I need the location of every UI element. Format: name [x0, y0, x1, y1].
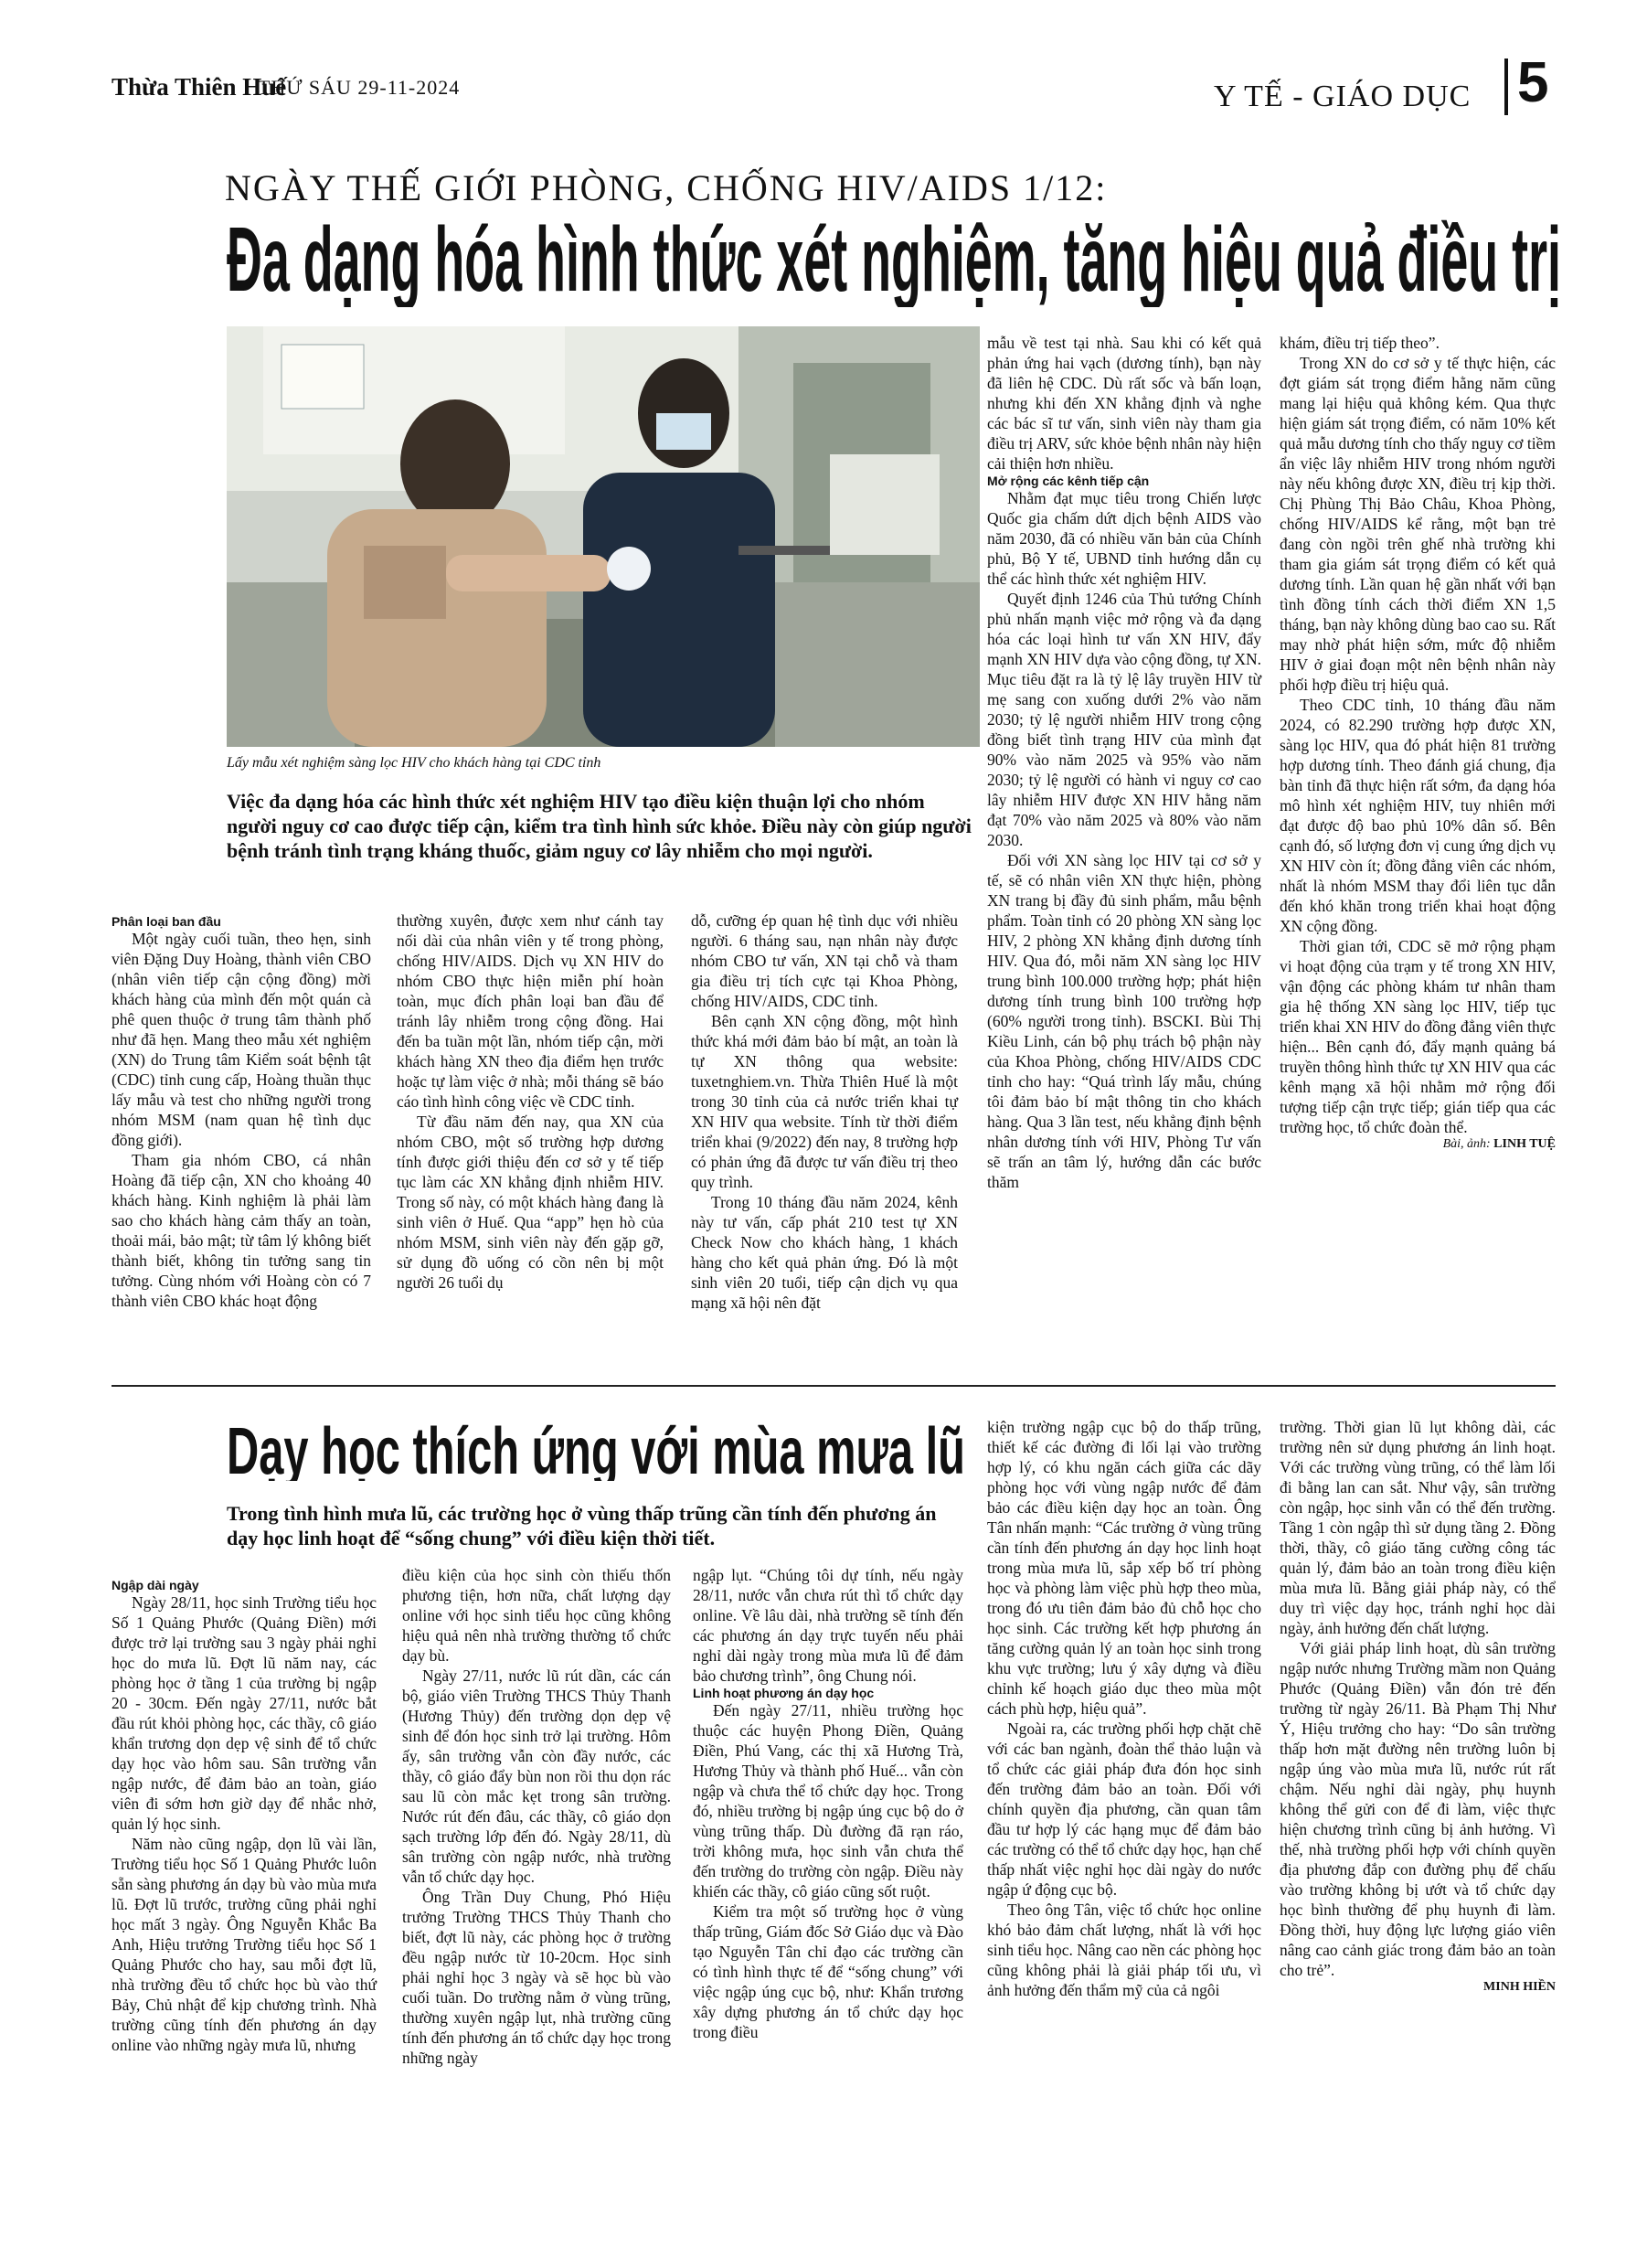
paragraph: Kiểm tra một số trường học ở vùng thấp trũng, Giám đốc Sở Giáo dục và Đào tạo Nguyễn Tân chỉ đạo các trường cần có tình hình thực tế để “sống chung” với việc ngập úng cục bộ, như: Khẩn trương xây dựng phương án tổ chức dạy học trong điều [693, 1902, 963, 2041]
paragraph: Quyết định 1246 của Thủ tướng Chính phủ nhấn mạnh việc mở rộng và đa dạng hóa các loại hình tư vấn XN HIV, đẩy mạnh XN HIV dựa vào cộng đồng, tự XN. Mục tiêu đặt ra là tỷ lệ lây truyền HIV từ mẹ sang con xuống dưới 2% vào năm 2030; tỷ lệ người nhiễm HIV trong cộng đồng biết tình trạng HIV của mình đạt 90% vào năm 2025 và 95% vào năm 2030; tỷ lệ người có hành vi nguy cơ cao lây nhiễm HIV được XN HIV hằng năm đạt 70% vào năm 2025 và 80% vào năm 2030. [987, 590, 1261, 849]
paragraph: Đối với XN sàng lọc HIV tại cơ sở y tế, sẽ có nhân viên XN thực hiện, phòng XN trang bị đầy đủ sinh phẩm, mẫu bệnh phẩm. Toàn tỉnh có 20 phòng XN sàng lọc HIV, 2 phòng XN khẳng định dương tính HIV. Qua đó, mỗi năm XN sàng lọc HIV trung bình 100.000 trường hợp; phát hiện dương tính trung bình 100 trường hợp (60% người trong tỉnh). BSCKI. Bùi Thị Kiều Linh, cán bộ phụ trách bộ phận này của Khoa Phòng, chống HIV/AIDS CDC tỉnh cho hay: “Quá trình lấy mẫu, chúng tôi đảm bảo bí mật thông tin cho khách hàng. Qua 3 lần test, nếu khẳng định bệnh nhân dương tính với HIV, Phòng Tư vấn sẽ trấn an tâm lý, hướng dẫn các bước thăm [987, 851, 1261, 1191]
article2-column-5 [1280, 1417, 1556, 1995]
article2-column-1 [112, 1578, 377, 2055]
section-name: Y TẾ - GIÁO DỤC [1214, 80, 1472, 113]
article1-column-4 [987, 333, 1261, 1192]
article1-headline [227, 207, 1561, 307]
article1-column-2 [397, 910, 664, 1293]
paragraph: Theo CDC tỉnh, 10 tháng đầu năm 2024, có 82.290 trường hợp được XN, sàng lọc HIV, qua đó phát hiện 81 trường hợp dương tính. Theo đánh giá chung, địa bàn tỉnh đã thực hiện rất sớm, đa dạng hóa mô hình xét nghiệm HIV, tuy nhiên mới đạt được độ bao phủ 10% dân số. Bên cạnh đó, số lượng đơn vị cung ứng dịch vụ XN HIV còn ít; đồng đẳng viên các nhóm, nhất là nhóm MSM thay đổi liên tục dẫn đến khó khăn trong triển khai hoạt động XN cộng đồng. [1280, 696, 1556, 935]
paragraph: kiện trường ngập cục bộ do thấp trũng, thiết kế các đường đi lối lại vào trường hợp lý, có khu ngăn cách giữa các dãy phòng học với vùng ngập nước để đảm bảo các điều kiện dạy học an toàn. Ông Tân nhấn mạnh: “Các trường ở vùng trũng cần tính đến phương án dạy học linh hoạt trong mùa mưa lũ, sắp xếp bố trí phòng học và phòng làm việc phù hợp theo mùa, trong đó ưu tiên đảm bảo đủ chỗ học cho học sinh. Các trường kết hợp phương án tăng cường quản lý an toàn học sinh trong khu vực trường; lưu ý xây dựng và điều chỉnh kế hoạch giáo dục theo mùa một cách phù hợp, hiệu quả”. [987, 1418, 1261, 1718]
paragraph: Tham gia nhóm CBO, cá nhân Hoàng đã tiếp cận, XN cho khoảng 40 khách hàng. Kinh nghiệm là phải làm sao cho khách hàng cảm thấy an toàn, thoải mái, bảo mật; từ tâm lý không biết thành biết, không tin tưởng sang tin tưởng. Cùng nhóm với Hoàng còn có 7 thành viên CBO khác hoạt động [112, 1151, 371, 1310]
article1-column-1 [112, 914, 371, 1311]
paragraph: điều kiện của học sinh còn thiếu thốn phương tiện, hơn nữa, chất lượng dạy online với học sinh tiểu học cũng không hiệu quả nên nhà trường thường tổ chức dạy bù. [402, 1566, 671, 1665]
article1-lead: Việc đa dạng hóa các hình thức xét nghiệm HIV tạo điều kiện thuận lợi cho nhóm người nguy cơ cao được tiếp cận, kiểm tra tình hình sức khỏe. Điều này còn giúp người bệnh tránh tình trạng kháng thuốc, giảm nguy cơ lây nhiễm cho mọi người. [227, 790, 972, 862]
photo-caption: Lấy mẫu xét nghiệm sàng lọc HIV cho khách hàng tại CDC tỉnh [227, 755, 601, 771]
article2-column-3 [693, 1565, 963, 2042]
paragraph: mẫu về test tại nhà. Sau khi có kết quả phản ứng hai vạch (dương tính), bạn này đã liên hệ CDC. Dù rất sốc và bấn loạn, nhưng khi đến XN khẳng định và nghe các bác sĩ tư vấn, sinh viên này tham gia điều trị ARV, sức khỏe bệnh nhân này hiện cải thiện hơn nhiều. [987, 334, 1261, 473]
paragraph: Đến ngày 27/11, nhiều trường học thuộc các huyện Phong Điền, Quảng Điền, Phú Vang, các thị xã Hương Trà, Hương Thủy và thành phố Huế... vẫn còn ngập và chưa thể tổ chức dạy học. Trong đó, nhiều trường bị ngập úng cục bộ do ở vùng trũng thấp. Dù đường đã rạn ráo, trời không mưa, học sinh vẫn chưa thể đến trường do trường còn ngập. Điều này khiến các thầy, cô giáo cũng sốt ruột. [693, 1701, 963, 1901]
article-divider [112, 1385, 1556, 1387]
article1-kicker: NGÀY THẾ GIỚI PHÒNG, CHỐNG HIV/AIDS 1/12: [225, 167, 1108, 208]
article1-subhead-2: Mở rộng các kênh tiếp cận [987, 474, 1150, 488]
article2-column-4 [987, 1417, 1261, 2000]
svg-text:Đa dạng hóa hình thức xét nghi: Đa dạng hóa hình thức xét nghiệm, tăng hiệu quả điều trị [227, 208, 1561, 307]
paragraph: thường xuyên, được xem như cánh tay nối dài của nhân viên y tế trong phòng, chống HIV/AIDS. Dịch vụ XN HIV do nhóm CBO thực hiện miễn phí hoàn toàn, mục đích phân loại ban đầu để tránh lây nhiễm trong cộng đồng. Hai đến ba tuần một lần, nhóm tiếp cận, mời khách hàng XN theo địa điểm hẹn trước hoặc tự làm việc ở nhà; mỗi tháng sẽ báo cáo tình hình công việc về CDC tỉnh. [397, 911, 664, 1111]
paragraph: Bên cạnh XN cộng đồng, một hình thức khá mới đảm bảo bí mật, an toàn là tự XN thông qua website: tuxetnghiem.vn. Thừa Thiên Huế là một trong 30 tỉnh của cả nước triển khai tự XN HIV qua website. Tính từ thời điểm triển khai (9/2022) đến nay, 8 trường hợp có phản ứng đã được tư vấn điều trị theo quy trình. [691, 1012, 958, 1191]
svg-text:Dạy học thích ứng với mùa mưa: Dạy học thích ứng với mùa mưa lũ [227, 1417, 965, 1481]
paragraph: Ngày 27/11, nước lũ rút dần, các cán bộ, giáo viên Trường THCS Thủy Thanh (Hương Thủy) đến trường dọn dẹp vệ sinh để đón học sinh trở lại trường. Hôm ấy, sân trường vẫn còn đầy nước, các thầy, cô giáo đẩy bùn non rồi thu dọn rác sau lũ còn mắc kẹt trong sân trường. Nước rút đến đâu, các thầy, cô giáo dọn sạch trường lớp đến đó. Ngày 28/11, dù sân trường còn ngập nước, nhà trường vẫn tổ chức dạy học. [402, 1666, 671, 1886]
paragraph: ngập lụt. “Chúng tôi dự tính, nếu ngày 28/11, nước vẫn chưa rút thì tổ chức dạy online. Về lâu dài, nhà trường sẽ tính đến các phương án dạy trực tuyến nếu phải nghỉ dài ngày trong mùa mưa lũ để đảm bảo chương trình”, ông Chung nói. [693, 1566, 963, 1685]
paragraph: Từ đầu năm đến nay, qua XN của nhóm CBO, một số trường hợp dương tính được giới thiệu đến cơ sở y tế tiếp tục làm các XN khẳng định nhiễm HIV. Trong số này, có một khách hàng đang là sinh viên ở Huế. Qua “app” hẹn hò của nhóm MSM, sinh viên này đến gặp gỡ, sử dụng đồ uống có cồn nên bị một người 26 tuổi dụ [397, 1113, 664, 1292]
article2-column-2 [402, 1565, 671, 2068]
paragraph: Nhằm đạt mục tiêu trong Chiến lược Quốc gia chấm dứt dịch bệnh AIDS vào năm 2030, đã có nhiều văn bản của Chính phủ, Bộ Y tế, UBND tỉnh hướng dẫn cụ thể các hình thức xét nghiệm HIV. [987, 489, 1261, 588]
article1-column-3 [691, 910, 958, 1313]
article1-subhead-1: Phân loại ban đầu [112, 914, 221, 929]
paragraph: dỗ, cưỡng ép quan hệ tình dục với nhiều người. 6 tháng sau, nạn nhân này được nhóm CBO tư vấn, XN tại chỗ và tham gia điều trị tích cực tại Khoa Phòng, chống HIV/AIDS, CDC tỉnh. [691, 911, 958, 1010]
newspaper-name: Thừa Thiên Huế [112, 73, 287, 101]
paragraph: trường. Thời gian lũ lụt không dài, các trường nên sử dụng phương án linh hoạt. Với các trường vùng trũng, có thể làm lối đi bằng lan can sắt. Như vậy, sân trường còn ngập, học sinh vẫn có thể đến trường. Tầng 1 còn ngập thì sử dụng tầng 2. Đồng thời, thầy, cô giáo tăng cường công tác quản lý, đảm bảo an toàn trong điều kiện mùa mưa lũ. Bằng giải pháp này, có thể duy trì việc dạy học, tránh nghỉ học dài ngày, ảnh hưởng đến chất lượng. [1280, 1418, 1556, 1637]
article2-subhead-2: Linh hoạt phương án dạy học [693, 1686, 875, 1700]
paragraph: Năm nào cũng ngập, dọn lũ vài lần, Trường tiểu học Số 1 Quảng Phước luôn sẵn sàng phương án dạy bù vào mùa mưa lũ. Đợt lũ trước, trường cũng phải nghỉ học mất 3 ngày. Ông Nguyễn Khắc Ba Anh, Hiệu trưởng Trường tiểu học Số 1 Quảng Phước cho hay, sau mỗi đợt lũ, nhà trường đều tổ chức học bù vào thứ Bảy, Chủ nhật để kịp chương trình. Nhà trường cũng tính đến phương án dạy online vào những ngày mưa lũ, nhưng [112, 1835, 377, 2054]
paragraph: Trong XN do cơ sở y tế thực hiện, các đợt giám sát trọng điểm hằng năm cũng mang lại hiệu quả không kém. Qua thực hiện giám sát trọng điểm, có năm 10% kết quả mẫu dương tính cho thấy nguy cơ tiềm ẩn việc lây nhiễm HIV trong nhóm người này nếu không được XN, điều trị kịp thời. Chị Phùng Thị Bảo Châu, Khoa Phòng, chống HIV/AIDS kể rằng, một bạn trẻ đang còn ngồi trên ghế nhà trường khi tham gia giám sát trọng điểm có kết quả dương tính. Lần quan hệ gần nhất với bạn tình đồng tính cách thời điểm XN 1,5 tháng, bạn này không dùng bao cao su. Rất may nhờ phát hiện sớm, mức độ nhiễm HIV ở giai đoạn một nên bệnh nhân này phối hợp điều trị hiệu quả. [1280, 354, 1556, 694]
article1-byline: Bài, ảnh: LINH TUỆ [1442, 1137, 1556, 1151]
paragraph: Một ngày cuối tuần, theo hẹn, sinh viên Đặng Duy Hoàng, thành viên CBO (nhân viên tiếp cận cộng đồng) mời khách hàng của mình đến một quán cà phê quen thuộc ở trung tâm thành phố như đã hẹn. Mang theo mẫu xét nghiệm (XN) do Trung tâm Kiểm soát bệnh tật (CDC) tỉnh cung cấp, Hoàng thuần thục lấy mẫu và test cho những người trong nhóm MSM (nam quan hệ tình dục đồng giới). [112, 930, 371, 1149]
article2-subhead-1: Ngập dài ngày [112, 1578, 199, 1592]
article2-headline [227, 1417, 965, 1481]
issue-date: THỨ SÁU 29-11-2024 [258, 76, 461, 99]
paragraph: khám, điều trị tiếp theo”. [1280, 334, 1440, 352]
page-number: 5 [1517, 51, 1549, 114]
article2-byline: MINH HIỀN [1483, 1980, 1556, 1994]
article2-lead: Trong tình hình mưa lũ, các trường học ở vùng thấp trũng cần tính đến phương án dạy học linh hoạt để “sống chung” với điều kiện thời tiết. [227, 1502, 937, 1549]
masthead-divider [1504, 59, 1508, 115]
paragraph: Ngày 28/11, học sinh Trường tiểu học Số 1 Quảng Phước (Quảng Điền) mới được trở lại trường sau 3 ngày phải nghỉ học do mưa lũ. Đợt lũ năm nay, các phòng học ở tầng 1 của trường bị ngập 20 - 30cm. Đến ngày 27/11, nước bắt đầu rút khỏi phòng học, các thầy, cô giáo khẩn trương dọn dẹp vệ sinh để tổ chức dạy học vào hôm sau. Sân trường vẫn ngập nước, để đảm bảo an toàn, giáo viên đi sớm hơn giờ dạy để nhắc nhở, quản lý học sinh. [112, 1593, 377, 1833]
paragraph: Theo ông Tân, việc tổ chức học online khó bảo đảm chất lượng, nhất là với học sinh tiểu học. Nâng cao nền các phòng học cũng không phải là giải pháp tối ưu, vì ảnh hưởng đến thẩm mỹ của cả ngôi [987, 1901, 1261, 1999]
paragraph: Thời gian tới, CDC sẽ mở rộng phạm vi hoạt động của trạm y tế trong XN HIV, vận động các phòng khám tư nhân tham gia hệ thống XN sàng lọc HIV, tiếp tục triển khai XN HIV do đồng đẳng viên thực hiện... Bên cạnh đó, đẩy mạnh quảng bá truyền thông hình thức tự XN HIV qua các kênh mạng xã hội nhằm mở rộng đối tượng tiếp cận trực tiếp; gián tiếp qua các trường học, tổ chức đoàn thể. [1280, 937, 1556, 1136]
paragraph: Với giải pháp linh hoạt, dù sân trường ngập nước nhưng Trường mầm non Quảng Phước (Quảng Điền) vẫn đón trẻ đến trường từ ngày 26/11. Bà Phạm Thị Như Ý, Hiệu trưởng cho hay: “Do sân trường thấp hơn mặt đường nên trường luôn bị ngập úng vào mùa mưa lũ, nước rút rất chậm. Nếu nghỉ dài ngày, phụ huynh không thể gửi con để đi làm, việc thực hiện chương trình cũng bị ảnh hưởng. Vì thế, nhà trường phối hợp với chính quyền địa phương đắp con đường phụ để chấu vào trường không bị ướt và tổ chức dạy học bình thường để phụ huynh đi làm. Đồng thời, huy động lực lượng giáo viên nâng cao cảnh giác trong đảm bảo an toàn cho trẻ”. [1280, 1639, 1556, 1979]
article-photo [227, 326, 980, 747]
article1-column-5 [1280, 333, 1556, 1152]
paragraph: Ông Trần Duy Chung, Phó Hiệu trưởng Trường THCS Thủy Thanh cho biết, đợt lũ này, các phòng học ở trường đều ngập nước từ 10-20cm. Học sinh phải nghỉ học 3 ngày và sẽ học bù vào cuối tuần. Do trường nằm ở vùng trũng, thường xuyên ngập lụt, nhà trường cũng tính đến phương án tổ chức dạy học trong những ngày [402, 1888, 671, 2067]
paragraph: Trong 10 tháng đầu năm 2024, kênh này tư vấn, cấp phát 210 test tự XN Check Now cho khách hàng, 1 khách hàng cho kết quả phản ứng. Đó là một sinh viên 20 tuổi, tiếp cận dịch vụ qua mạng xã hội nên đặt [691, 1193, 958, 1312]
paragraph: Ngoài ra, các trường phối hợp chặt chẽ với các ban ngành, đoàn thể thảo luận và tổ chức các giải pháp đưa đón học sinh đến trường đảm bảo an toàn. Đối với chính quyền địa phương, cần quan tâm đầu tư hợp lý các hạng mục để đảm bảo các trường có thể tổ chức dạy học, hạn chế thấp nhất việc nghỉ học dài ngày do nước ngập ứ động cục bộ. [987, 1720, 1261, 1899]
